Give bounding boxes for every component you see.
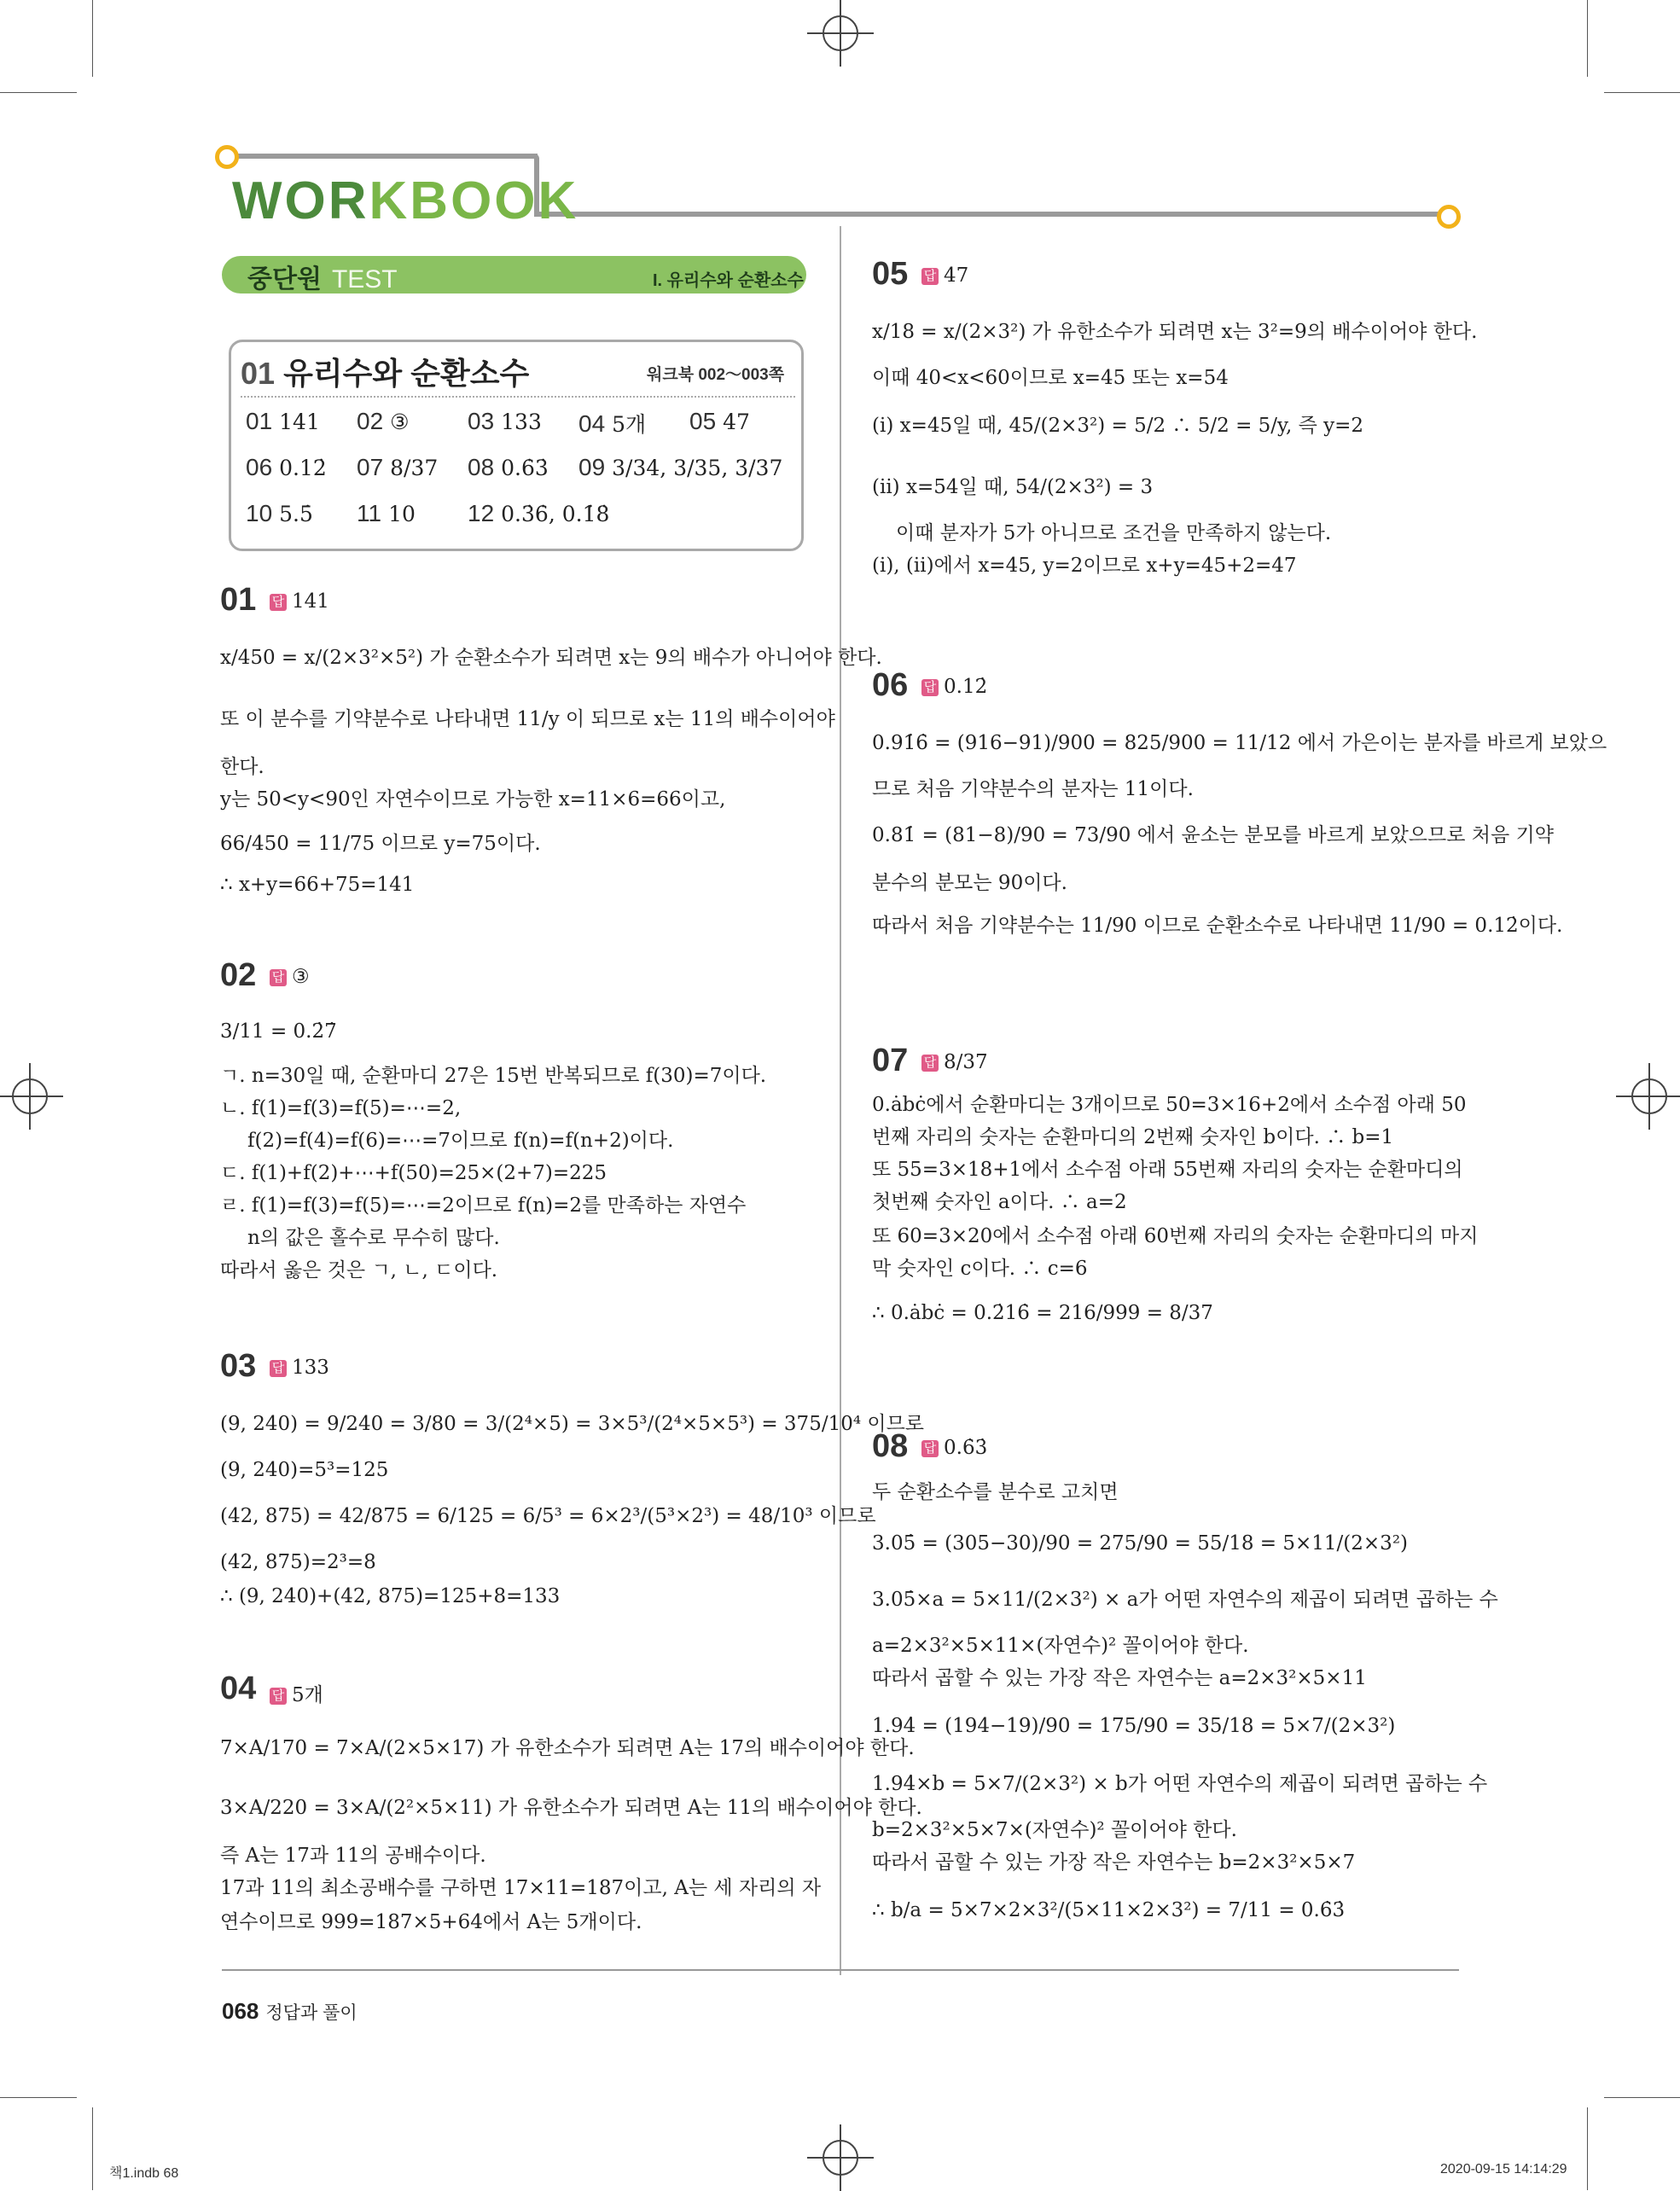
answer-label: 답 47 [921,264,968,287]
answer-box-ref: 워크북 002～003쪽 [647,366,785,384]
solution-line: b=2×3²×5×7×(자연수)² 꼴이어야 한다. [872,1819,1237,1841]
registration-mark [823,15,858,51]
answer-icon: 답 [270,1688,287,1705]
solution-line: 0.81̇ = (81−8)/90 = 73/90 에서 윤소는 분모를 바르게 보았으므로 처음 기약 [872,824,1554,846]
answer-item: 08 0.6̇3̇ [468,454,549,480]
answer-item: 06 0.12̇ [246,454,327,480]
solution-line: 1.94̇ = (194−19)/90 = 175/90 = 35/18 = 5×7/(2×3²) [872,1715,1396,1737]
question-number: 02 [220,957,257,993]
solution-line: ㄷ. f(1)+f(2)+⋯+f(50)=25×(2+7)=225 [220,1162,607,1184]
question-number: 07 [872,1043,909,1078]
solution-line: 또 55=3×18+1에서 소수점 아래 55번째 자리의 숫자는 순환마디의 [872,1159,1463,1181]
solution-line: 번째 자리의 숫자는 순환마디의 2번째 숫자인 b이다. ∴ b=1 [872,1126,1394,1148]
solution-line: 연수이므로 999=187×5+64에서 A는 5개이다. [220,1911,642,1933]
answer-item: 10 5.5̇ [246,500,313,526]
footer-rule [222,1969,1459,1971]
question-number: 01 [220,582,257,618]
banner-unit: I. 유리수와 순환소수 [653,271,804,290]
answer-box-title: 01 유리수와 순환소수 [241,356,530,391]
answer-item: 04 5개 [578,410,647,437]
answer-icon: 답 [270,969,287,986]
question-number: 05 [872,256,909,292]
solution-line: 17과 11의 최소공배수를 구하면 17×11=187이고, A는 세 자리의 자 [220,1877,822,1899]
solution-line: 3.05̇×a = 5×11/(2×3²) × a가 어떤 자연수의 제곱이 되려면 곱하는 수 [872,1589,1498,1611]
answer-label: 답 ③ [270,966,310,988]
solution-line: 분수의 분모는 90이다. [872,872,1067,894]
question-number: 08 [872,1428,909,1464]
solution-line: 두 순환소수를 분수로 고치면 [872,1481,1119,1503]
answer-item: 03 133 [468,408,542,434]
solution-line: y는 50<y<90인 자연수이므로 가능한 x=11×6=66이고, [220,788,726,811]
solution-line: 3×A/220 = 3×A/(2²×5×11) 가 유한소수가 되려면 A는 11의 배수이어야 한다. [220,1797,922,1819]
solution-line: 따라서 곱할 수 있는 가장 작은 자연수는 a=2×3²×5×11 [872,1667,1367,1689]
solution-line: x/18 = x/(2×3²) 가 유한소수가 되려면 x는 3²=9의 배수이어야 한다. [872,321,1478,343]
crop-mark [0,92,77,93]
crop-mark [1604,2097,1680,2098]
answer-label: 답 0.12̇ [921,676,987,698]
solution-line: 66/450 = 11/75 이므로 y=75이다. [220,833,541,855]
question-number: 04 [220,1671,257,1706]
solution-line: ㄱ. n=30일 때, 순환마디 27은 15번 반복되므로 f(30)=7이다. [220,1065,767,1087]
answer-icon: 답 [921,1055,939,1072]
page-number: 068 정답과 풀이 [222,1998,358,2024]
solution-line: n의 값은 홀수로 무수히 많다. [247,1227,500,1249]
answer-label: 답 141 [270,590,329,613]
crop-mark [1587,2107,1588,2190]
answer-item: 12 0.3̇6̇, 0.1̇8̇ [468,500,610,526]
solution-line: ㄴ. f(1)=f(3)=f(5)=⋯=2, [220,1097,462,1119]
solution-line: 또 이 분수를 기약분수로 나타내면 11/y 이 되므로 x는 11의 배수이어야 [220,708,835,730]
solution-line: 이때 분자가 5가 아니므로 조건을 만족하지 않는다. [896,522,1332,544]
answer-item: 02 ③ [357,408,410,434]
solution-line: 따라서 옳은 것은 ㄱ, ㄴ, ㄷ이다. [220,1259,498,1281]
solution-line: a=2×3²×5×11×(자연수)² 꼴이어야 한다. [872,1635,1249,1657]
solution-line: 따라서 곱할 수 있는 가장 작은 자연수는 b=2×3²×5×7 [872,1851,1356,1874]
answer-icon: 답 [921,679,939,696]
print-slug: 책1.indb 68 [109,2166,179,2181]
solution-line: ∴ x+y=66+75=141 [220,874,415,896]
solution-line: (ⅰ), (ⅱ)에서 x=45, y=2이므로 x+y=45+2=47 [872,555,1297,577]
banner-title: 중단원 TEST [247,265,398,293]
answer-label: 답 8/37 [921,1051,988,1073]
answer-icon: 답 [921,1440,939,1457]
answer-item: 07 8/37 [357,454,439,480]
answer-label: 답 0.6̇3̇ [921,1437,987,1459]
solution-line: 1.94̇×b = 5×7/(2×3²) × b가 어떤 자연수의 제곱이 되려면 곱하는 수 [872,1773,1488,1795]
solution-line: 7×A/170 = 7×A/(2×5×17) 가 유한소수가 되려면 A는 17의 배수이어야 한다. [220,1737,915,1759]
header-dot [215,145,239,169]
solution-line: (9, 240) = 9/240 = 3/80 = 3/(2⁴×5) = 3×5³/(2⁴×5×5³) = 375/10⁴ 이므로 [220,1413,925,1435]
answer-label: 답 5개 [270,1679,323,1707]
solution-line: 즉 A는 17과 11의 공배수이다. [220,1845,486,1867]
crop-mark [1604,92,1680,93]
divider [241,396,795,398]
crop-mark [1587,0,1588,77]
header-rule [230,154,538,159]
answer-item: 05 47 [689,408,750,434]
solution-line: 이때 40<x<60이므로 x=45 또는 x=54 [872,367,1229,389]
question-number: 03 [220,1348,257,1384]
answer-icon: 답 [270,594,287,611]
solution-line: 막 숫자인 c이다. ∴ c=6 [872,1258,1088,1280]
workbook-logo: WORKBOOK [232,171,579,230]
solution-line: 므로 처음 기약분수의 분자는 11이다. [872,778,1194,800]
registration-mark [1631,1078,1667,1114]
answer-item: 11 10 [357,500,416,526]
answer-icon: 답 [921,268,939,285]
answer-icon: 답 [270,1360,287,1377]
solution-line: 따라서 처음 기약분수는 11/90 이므로 순환소수로 나타내면 11/90 = 0.12̇이다. [872,915,1563,937]
answer-item: 01 141 [246,408,320,434]
crop-mark [0,2097,77,2098]
solution-line: 3/11 = 0.2̇7̇ [220,1020,337,1043]
solution-line: f(2)=f(4)=f(6)=⋯=7이므로 f(n)=f(n+2)이다. [247,1130,674,1152]
solution-line: ㄹ. f(1)=f(3)=f(5)=⋯=2이므로 f(n)=2를 만족하는 자연수 [220,1194,747,1217]
print-slug: 2020-09-15 14:14:29 [1440,2162,1567,2176]
solution-line: ∴ (9, 240)+(42, 875)=125+8=133 [220,1585,561,1607]
solution-line: (42, 875) = 42/875 = 6/125 = 6/5³ = 6×2³/(5³×2³) = 48/10³ 이므로 [220,1505,876,1527]
solution-line: 또 60=3×20에서 소수점 아래 60번째 자리의 숫자는 순환마디의 마지 [872,1225,1479,1247]
solution-line: ∴ b/a = 5×7×2×3²/(5×11×2×3²) = 7/11 = 0.6̇3̇ [872,1899,1346,1921]
solution-line: (9, 240)=5³=125 [220,1459,389,1481]
solution-line: ∴ 0.ȧbċ = 0.2̇16̇ = 216/999 = 8/37 [872,1302,1213,1324]
solution-line: 한다. [220,756,264,778]
header-rule [534,212,1444,217]
question-number: 06 [872,667,909,703]
solution-line: (ⅰ) x=45일 때, 45/(2×3²) = 5/2 ∴ 5/2 = 5/y, 즉 y=2 [872,415,1364,437]
registration-mark [12,1078,48,1114]
solution-line: (42, 875)=2³=8 [220,1551,376,1573]
solution-line: x/450 = x/(2×3²×5²) 가 순환소수가 되려면 x는 9의 배수가 아니어야 한다. [220,647,882,669]
solution-line: 0.ȧbċ에서 순환마디는 3개이므로 50=3×16+2에서 소수점 아래 50 [872,1094,1467,1116]
answer-item: 09 3/34, 3/35, 3/37 [578,454,783,480]
registration-mark [823,2140,858,2176]
column-divider [840,226,841,1975]
solution-line: 0.91̇6̇ = (916−91)/900 = 825/900 = 11/12 에서 가은이는 분자를 바르게 보았으 [872,732,1607,754]
solution-line: (ⅱ) x=54일 때, 54/(2×3²) = 3 [872,476,1154,498]
crop-mark [92,2107,93,2190]
solution-line: 첫번째 숫자인 a이다. ∴ a=2 [872,1191,1127,1213]
answer-label: 답 133 [270,1357,329,1379]
solution-line: 3.05̇ = (305−30)/90 = 275/90 = 55/18 = 5×11/(2×3²) [872,1532,1409,1555]
header-dot [1437,205,1461,229]
crop-mark [92,0,93,77]
